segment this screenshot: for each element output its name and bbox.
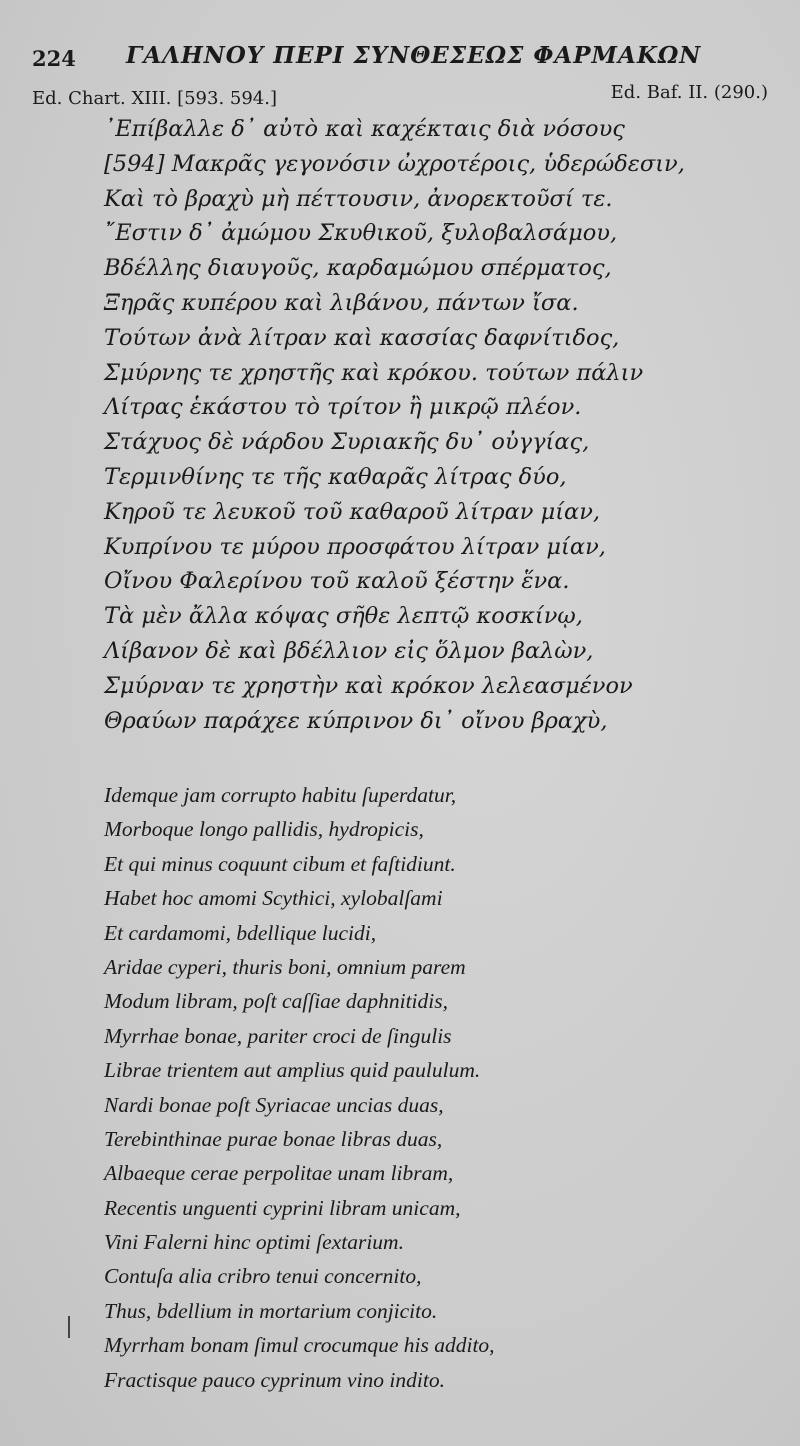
greek-verse-block bbox=[104, 112, 744, 738]
greek-verse-line: [594] Μακρᾶς γεγονόσιν ὠχροτέροις, ὑδερώδεσιν, bbox=[104, 150, 685, 177]
latin-verse-block bbox=[104, 778, 744, 1397]
latin-verse-line: Nardi bonae poſt Syriacae uncias duas, bbox=[104, 1092, 444, 1117]
latin-verse-line: Morboque longo pallidis, hydropicis, bbox=[104, 817, 424, 842]
greek-verse-line: Οἴνου Φαλερίνου τοῦ καλοῦ ξέστην ἕνα. bbox=[104, 568, 570, 595]
greek-verse-line: ᾿Επίβαλλε δ᾿ αὐτὸ καὶ καχέκταις διὰ νόσους bbox=[104, 116, 625, 142]
latin-verse-line: Modum libram, poſt caſſiae daphnitidis, bbox=[104, 989, 448, 1014]
latin-verse-line: Recentis unguenti cyprini libram unicam, bbox=[104, 1195, 461, 1220]
greek-verse-line: Τούτων ἀνὰ λίτραν καὶ κασσίας δαφνίτιδος, bbox=[104, 324, 620, 351]
greek-verse-line: Σμύρνης τε χρηστῆς καὶ κρόκου. τούτων πάλιν bbox=[104, 359, 644, 386]
greek-verse-line: Τὰ μὲν ἄλλα κόψας σῆθε λεπτῷ κοσκίνῳ, bbox=[104, 603, 583, 630]
page-number: 224 bbox=[32, 46, 76, 71]
greek-verse-line: Καὶ τὸ βραχὺ μὴ πέττουσιν, ἀνορεκτοῦσί τε. bbox=[104, 185, 613, 212]
latin-verse-line: Myrrhae bonae, pariter croci de ſingulis bbox=[104, 1023, 452, 1048]
running-title: ΓΑΛΗΝΟΥ ΠΕΡΙ ΣΥΝΘΕΣΕΩΣ ΦΑΡΜΑΚΩΝ bbox=[126, 42, 702, 69]
greek-verse-line: Βδέλλης διαυγοῦς, καρδαμώμου σπέρματος, bbox=[104, 255, 612, 282]
greek-verse-line: Τερμινθίνης τε τῆς καθαρᾶς λίτρας δύο, bbox=[104, 463, 567, 490]
margin-mark bbox=[68, 1316, 70, 1338]
greek-verse-line: ῎Εστιν δ᾿ ἀμώμου Σκυθικοῦ, ξυλοβαλσάμου, bbox=[104, 220, 618, 247]
latin-verse-line: Aridae cyperi, thuris boni, omnium parem bbox=[104, 954, 466, 979]
running-head bbox=[32, 38, 772, 74]
latin-verse-line: Terebinthinae purae bonae libras duas, bbox=[104, 1126, 443, 1151]
latin-verse-line: Vini Falerni hinc optimi ſextarium. bbox=[104, 1230, 404, 1255]
latin-verse-line: Thus, bdellium in mortarium conjicito. bbox=[104, 1298, 438, 1323]
latin-verse-line: Habet hoc amomi Scythici, xylobalſami bbox=[104, 886, 443, 911]
greek-verse-line: Λίβανον δὲ καὶ βδέλλιον εἰς ὅλμον βαλὼν, bbox=[104, 637, 594, 664]
greek-verse-line: Θραύων παράχεε κύπρινον δι᾿ οἴνου βραχὺ, bbox=[104, 707, 608, 734]
latin-verse-line: Idemque jam corrupto habitu ſuperdatur, bbox=[104, 783, 457, 807]
greek-verse-line: Κυπρίνου τε μύρου προσφάτου λίτραν μίαν, bbox=[104, 533, 606, 560]
latin-verse-line: Fractisque pauco cyprinum vino indito. bbox=[104, 1367, 445, 1392]
edition-chart-reference: Ed. Chart. XIII. [593. 594.] bbox=[32, 88, 277, 109]
greek-verse-line: Κηροῦ τε λευκοῦ τοῦ καθαροῦ λίτραν μίαν, bbox=[104, 498, 601, 525]
edition-references bbox=[32, 82, 772, 112]
greek-verse-line: Λίτρας ἑκάστου τὸ τρίτον ἢ μικρῷ πλέον. bbox=[104, 394, 582, 421]
latin-verse-line: Albaeque cerae perpolitae unam libram, bbox=[104, 1161, 454, 1186]
edition-basel-reference: Ed. Baf. II. (290.) bbox=[610, 82, 768, 103]
latin-verse-line: Librae trientem aut amplius quid paululum. bbox=[104, 1058, 481, 1083]
latin-verse-line: Myrrham bonam ſimul crocumque his addito, bbox=[104, 1333, 495, 1358]
latin-verse-line: Contuſa alia cribro tenui concernito, bbox=[104, 1264, 422, 1289]
greek-verse-line: Ξηρᾶς κυπέρου καὶ λιβάνου, πάντων ἴσα. bbox=[104, 289, 579, 316]
latin-verse-line: Et cardamomi, bdellique lucidi, bbox=[104, 920, 377, 945]
latin-verse-line: Et qui minus coquunt cibum et faſtidiunt. bbox=[104, 851, 456, 876]
greek-verse-line: Σμύρναν τε χρηστὴν καὶ κρόκον λελεασμένον bbox=[104, 672, 633, 699]
greek-verse-line: Στάχυος δὲ νάρδου Συριακῆς δυ᾿ οὐγγίας, bbox=[104, 429, 590, 456]
